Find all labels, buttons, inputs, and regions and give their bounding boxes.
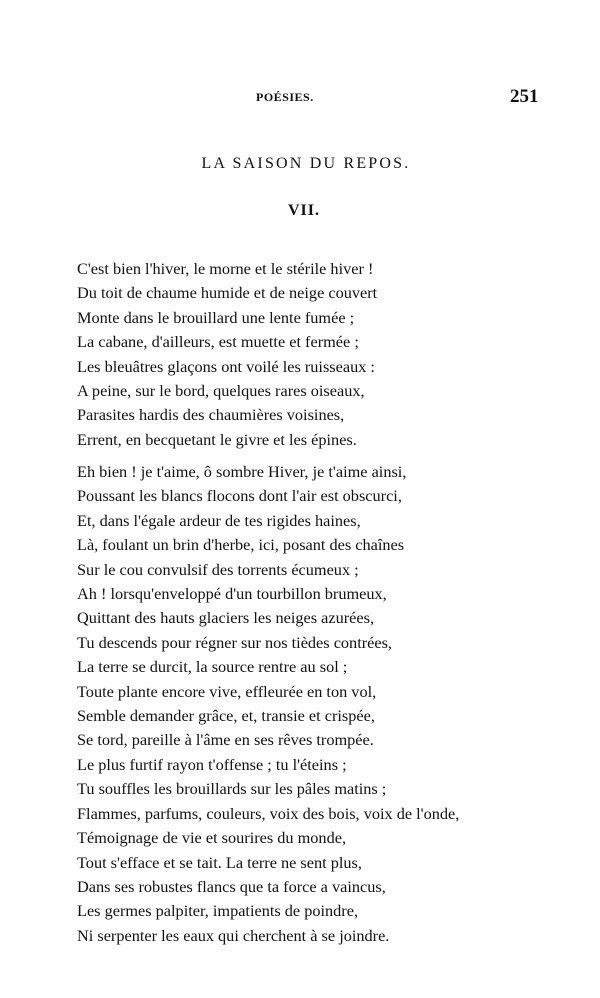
- page-number: 251: [510, 86, 539, 107]
- stanza-2: [77, 460, 567, 948]
- running-title: POÉSIES.: [256, 90, 314, 104]
- verse-line: La cabane, d'ailleurs, est muette et fermée ;: [77, 332, 359, 352]
- verse-line: Eh bien ! je t'aime, ô sombre Hiver, je t'aime ainsi,: [77, 462, 407, 481]
- poem-title: LA SAISON DU REPOS.: [201, 155, 411, 172]
- verse-line: Les bleuâtres glaçons ont voilé les ruisseaux :: [77, 356, 375, 376]
- verse-line: Tu souffles les brouillards sur les pâles matins ;: [77, 779, 387, 799]
- verse-line: A peine, sur le bord, quelques rares oiseaux,: [77, 381, 365, 401]
- verse-line: Errent, en becquetant le givre et les épines.: [77, 429, 357, 449]
- verse-line: Les germes palpiter, impatients de poindre,: [77, 901, 359, 921]
- verse-line: C'est bien l'hiver, le morne et le stérile hiver !: [77, 259, 374, 278]
- verse-line: Monte dans le brouillard une lente fumée ;: [77, 307, 355, 327]
- stanza-1: [77, 257, 567, 452]
- verse-line: Ni serpenter les eaux qui cherchent à se joindre.: [77, 925, 390, 945]
- verse-line: Tu descends pour régner sur nos tièdes contrées,: [77, 632, 393, 652]
- verse-line: Du toit de chaume humide et de neige couvert: [77, 283, 378, 303]
- verse-line: Et, dans l'égale ardeur de tes rigides haines,: [77, 510, 361, 530]
- verse-line: Toute plante encore vive, effleurée en ton vol,: [77, 681, 377, 701]
- verse-line: Flammes, parfums, couleurs, voix des bois, voix de l'onde,: [77, 803, 460, 823]
- verse-line: La terre se durcit, la source rentre au sol ;: [77, 657, 348, 677]
- verse-line: Le plus furtif rayon t'offense ; tu l'éteins ;: [77, 754, 347, 774]
- verse-line: Semble demander grâce, et, transie et crispée,: [77, 706, 375, 726]
- running-head: [0, 86, 600, 110]
- verse-line: Ah ! lorsqu'enveloppé d'un tourbillon brumeux,: [77, 584, 387, 604]
- verse-line: Témoignage de vie et sourires du monde,: [77, 828, 347, 848]
- verse-line: Sur le cou convulsif des torrents écumeux ;: [77, 559, 359, 579]
- verse-line: Quittant des hauts glaciers les neiges azurées,: [77, 608, 375, 628]
- verse-line: Poussant les blancs flocons dont l'air est obscurci,: [77, 486, 402, 506]
- verse-line: Là, foulant un brin d'herbe, ici, posant des chaînes: [77, 535, 405, 555]
- verse-line: Parasites hardis des chaumières voisines,: [77, 405, 345, 425]
- section-number: VII.: [287, 202, 320, 219]
- verse-line: Dans ses robustes flancs que ta force a vaincus,: [77, 876, 386, 896]
- verse-line: Se tord, pareille à l'âme en ses rêves trompée.: [77, 730, 374, 750]
- verse-line: Tout s'efface et se tait. La terre ne sent plus,: [77, 852, 362, 872]
